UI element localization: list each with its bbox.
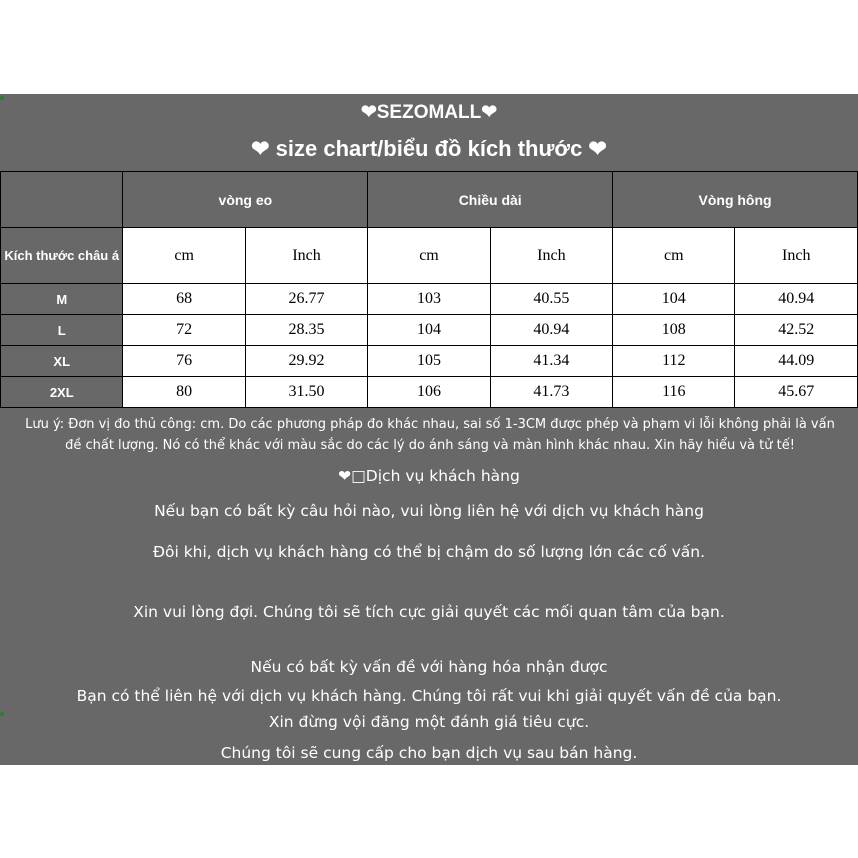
group-header-length: Chiều dài [368,172,613,228]
table-cell: 106 [368,377,490,408]
unit-cell: cm [123,228,245,284]
table-row [1,346,858,377]
service-line: Nếu bạn có bất kỳ câu hỏi nào, vui lòng liên hệ với dịch vụ khách hàng [154,502,704,520]
table-cell: 28.35 [245,315,367,346]
table-row [1,284,858,315]
corner-cell [1,172,123,228]
table-cell: 68 [123,284,245,315]
service-line: Nếu có bất kỳ vấn đề với hàng hóa nhận được [250,658,608,676]
service-line: Đôi khi, dịch vụ khách hàng có thể bị chậm do số lượng lớn các cố vấn. [152,543,706,561]
store-title: ❤SEZOMALL❤ [360,102,498,123]
table-cell: 31.50 [245,377,367,408]
note-line: Lưu ý: Đơn vị đo thủ công: cm. Do các phương pháp đo khác nhau, sai số 1-3CM được phép và phạm vi lỗi không phải là vấn [25,417,835,432]
table-cell: 41.34 [490,346,612,377]
measurement-note [6,414,854,456]
table-cell: 42.52 [735,315,858,346]
table-row [1,315,858,346]
size-table [0,171,858,408]
table-cell: 116 [613,377,735,408]
service-line: Bạn có thể liên hệ với dịch vụ khách hàng. Chúng tôi rất vui khi giải quyết vấn đề của bạn. [76,687,782,705]
unit-cell: Inch [245,228,367,284]
unit-cell: Inch [735,228,858,284]
unit-cell: cm [613,228,735,284]
table-cell: 41.73 [490,377,612,408]
service-line: Xin vui lòng đợi. Chúng tôi sẽ tích cực giải quyết các mối quan tâm của bạn. [133,603,725,621]
table-cell: 29.92 [245,346,367,377]
corner-dot [0,96,4,100]
size-label: M [1,284,123,315]
table-cell: 45.67 [735,377,858,408]
unit-cell: cm [368,228,490,284]
unit-cell: Inch [490,228,612,284]
chart-title: ❤ size chart/biểu đồ kích thước ❤ [251,136,607,161]
size-label: 2XL [1,377,123,408]
table-row [1,377,858,408]
table-cell: 80 [123,377,245,408]
table-cell: 40.94 [735,284,858,315]
row-header-asian-size: Kích thước châu á [1,228,123,284]
note-line: đề chất lượng. Nó có thể khác với màu sắc do các lý do ánh sáng và màn hình khác nhau. Xin hãy hiểu và tử tế! [65,438,795,453]
group-header-hip: Vòng hông [613,172,858,228]
size-label: L [1,315,123,346]
table-cell: 26.77 [245,284,367,315]
service-heading: ❤□Dịch vụ khách hàng [338,467,520,485]
table-cell: 103 [368,284,490,315]
service-line: Xin đừng vội đăng một đánh giá tiêu cực. [268,713,590,731]
table-cell: 104 [368,315,490,346]
table-cell: 105 [368,346,490,377]
group-header-waist: vòng eo [123,172,368,228]
table-cell: 40.55 [490,284,612,315]
size-label: XL [1,346,123,377]
table-cell: 108 [613,315,735,346]
table-cell: 44.09 [735,346,858,377]
table-cell: 76 [123,346,245,377]
table-cell: 72 [123,315,245,346]
table-group-header-row [1,172,858,228]
table-cell: 104 [613,284,735,315]
table-cell: 112 [613,346,735,377]
table-unit-row [1,228,858,284]
service-line: Chúng tôi sẽ cung cấp cho bạn dịch vụ sau bán hàng. [220,744,638,762]
table-cell: 40.94 [490,315,612,346]
